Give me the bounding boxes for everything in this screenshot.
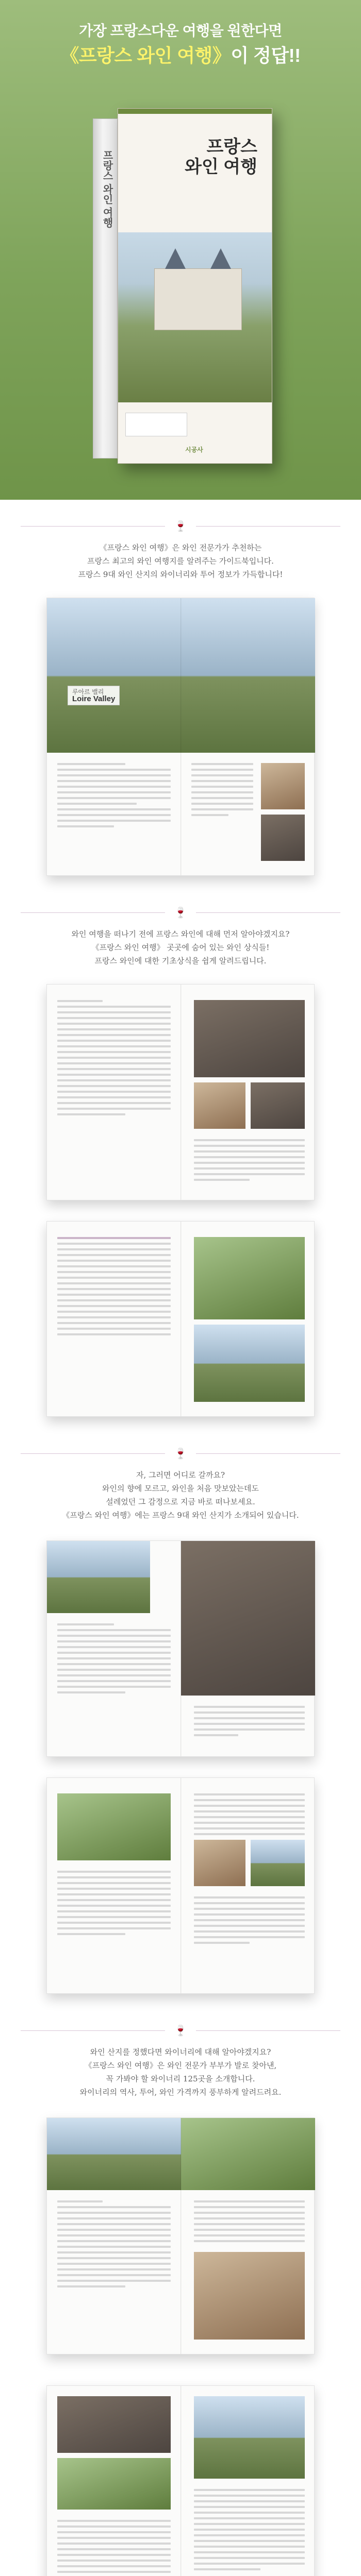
winery-photo <box>181 2118 315 2190</box>
section-3-text <box>31 1468 330 1522</box>
section-4-line: 꼭 가봐야 할 와이너리 125곳을 소개합니다. <box>106 2074 255 2083</box>
text-column <box>191 763 253 820</box>
cover-badge <box>125 413 187 436</box>
cover-photo <box>118 232 272 402</box>
book-spread-7 <box>46 2385 315 2576</box>
wine-glass-icon: 🍷 <box>174 1448 187 1460</box>
cellar-photo <box>194 1000 305 1077</box>
cover-title <box>185 137 257 177</box>
section-divider <box>0 520 361 533</box>
section-3-line: 자, 그러면 어디로 갈까요? <box>136 1470 225 1480</box>
detail-photo <box>261 763 305 809</box>
section-2-line: 《프랑스 와인 여행》 곳곳에 숨어 있는 와인 상식들! <box>91 943 270 952</box>
bottle-photo <box>194 1082 245 1129</box>
text-column <box>194 2489 305 2574</box>
text-column <box>57 1623 171 1697</box>
detail-photo <box>251 1840 305 1886</box>
book-spread-3 <box>46 1221 315 1417</box>
chateau-illustration <box>154 268 242 330</box>
hero-headline <box>0 41 361 67</box>
text-column <box>57 763 171 831</box>
section-2-text <box>31 927 330 968</box>
book-spine-title: 프랑스 와인 여행 <box>101 150 112 228</box>
section-1-line: 프랑스 9대 와인 산지의 와이너리와 투어 정보가 가득합니다! <box>78 570 283 579</box>
cover-title-line1: 프랑스 <box>206 137 257 157</box>
text-column <box>57 2520 171 2576</box>
book-spread-4 <box>46 1540 315 1757</box>
text-column <box>57 1000 171 1119</box>
section-divider <box>0 2025 361 2037</box>
section-4-line: 와이너리의 역사, 투어, 와인 가격까지 풍부하게 알려드려요. <box>79 2088 282 2097</box>
section-1-line: 프랑스 최고의 와인 여행지를 알려주는 가이드북입니다. <box>87 556 274 566</box>
book-image <box>93 98 289 479</box>
section-4-text <box>31 2045 330 2099</box>
cellar-photo <box>194 2252 305 2340</box>
press-photo <box>181 1541 315 1696</box>
section-1-line: 《프랑스 와인 여행》은 와인 전문가가 추천하는 <box>99 543 262 552</box>
cover-publisher: 시공사 <box>185 446 203 453</box>
text-column <box>194 1706 305 1740</box>
book-cover <box>118 108 272 464</box>
wine-glass-icon: 🍷 <box>174 2025 187 2037</box>
book-spread-6 <box>46 2117 315 2354</box>
hero-headline-rest: 이 정답!! <box>231 45 301 66</box>
section-4-line: 《프랑스 와인 여행》은 와인 전문가 부부가 발로 찾아낸, <box>84 2061 277 2070</box>
section-divider <box>0 1448 361 1460</box>
loire-photo <box>47 598 315 753</box>
section-4-line: 와인 산지를 정했다면 와이너리에 대해 알아야겠지요? <box>90 2047 271 2057</box>
text-column <box>194 1139 305 1184</box>
estate-photo <box>57 2396 171 2453</box>
hero-tagline: 가장 프랑스다운 여행을 원한다면 <box>79 23 282 39</box>
loire-label-en: Loire Valley <box>72 694 116 703</box>
region-photo <box>47 1541 150 1613</box>
cover-title-line2: 와인 여행 <box>185 157 257 177</box>
vineyard-photo <box>57 2458 171 2510</box>
detail-photo <box>261 815 305 861</box>
section-2-line: 프랑스 와인에 대한 기초상식을 쉽게 알려드립니다. <box>94 956 267 965</box>
section-3-line: 《프랑스 와인 여행》에는 프랑스 9대 와인 산지가 소개되어 있습니다. <box>62 1511 299 1520</box>
wine-glass-icon: 🍷 <box>174 521 187 532</box>
section-divider <box>0 907 361 919</box>
wine-glass-icon: 🍷 <box>174 907 187 919</box>
info-table <box>57 1237 171 1339</box>
text-column <box>194 2200 305 2246</box>
cover-band <box>118 109 272 114</box>
book-spine <box>93 118 118 459</box>
winery-photo <box>47 2118 181 2190</box>
text-column <box>194 1896 305 1947</box>
hero-headline-accent: 《프랑스 와인 여행》 <box>60 45 231 66</box>
section-3-line: 설레었던 그 감정으로 지금 바로 떠나보세요. <box>106 1497 255 1506</box>
section-1-text <box>31 541 330 581</box>
detail-photo <box>194 1840 245 1886</box>
book-spread-1 <box>46 598 315 876</box>
section-2-line: 와인 여행을 떠나기 전에 프랑스 와인에 대해 먼저 알아야겠지요? <box>71 929 290 939</box>
vineyard-photo <box>57 1793 171 1860</box>
hero-banner <box>0 0 361 500</box>
text-column <box>194 1793 305 1839</box>
landscape-photo <box>194 2396 305 2479</box>
text-column <box>57 2200 171 2291</box>
vineyard-photo <box>194 1325 305 1402</box>
section-3-line: 와인의 향에 모르고, 와인을 처음 맛보았는데도 <box>102 1484 259 1493</box>
barrel-photo <box>251 1082 305 1129</box>
book-spread-2 <box>46 984 315 1200</box>
book-spread-5 <box>46 1777 315 1994</box>
loire-label-ko: 루아르 밸리 <box>72 688 104 696</box>
map-illustration <box>194 1237 305 1319</box>
loire-label <box>68 686 120 705</box>
text-column <box>57 1871 171 1939</box>
